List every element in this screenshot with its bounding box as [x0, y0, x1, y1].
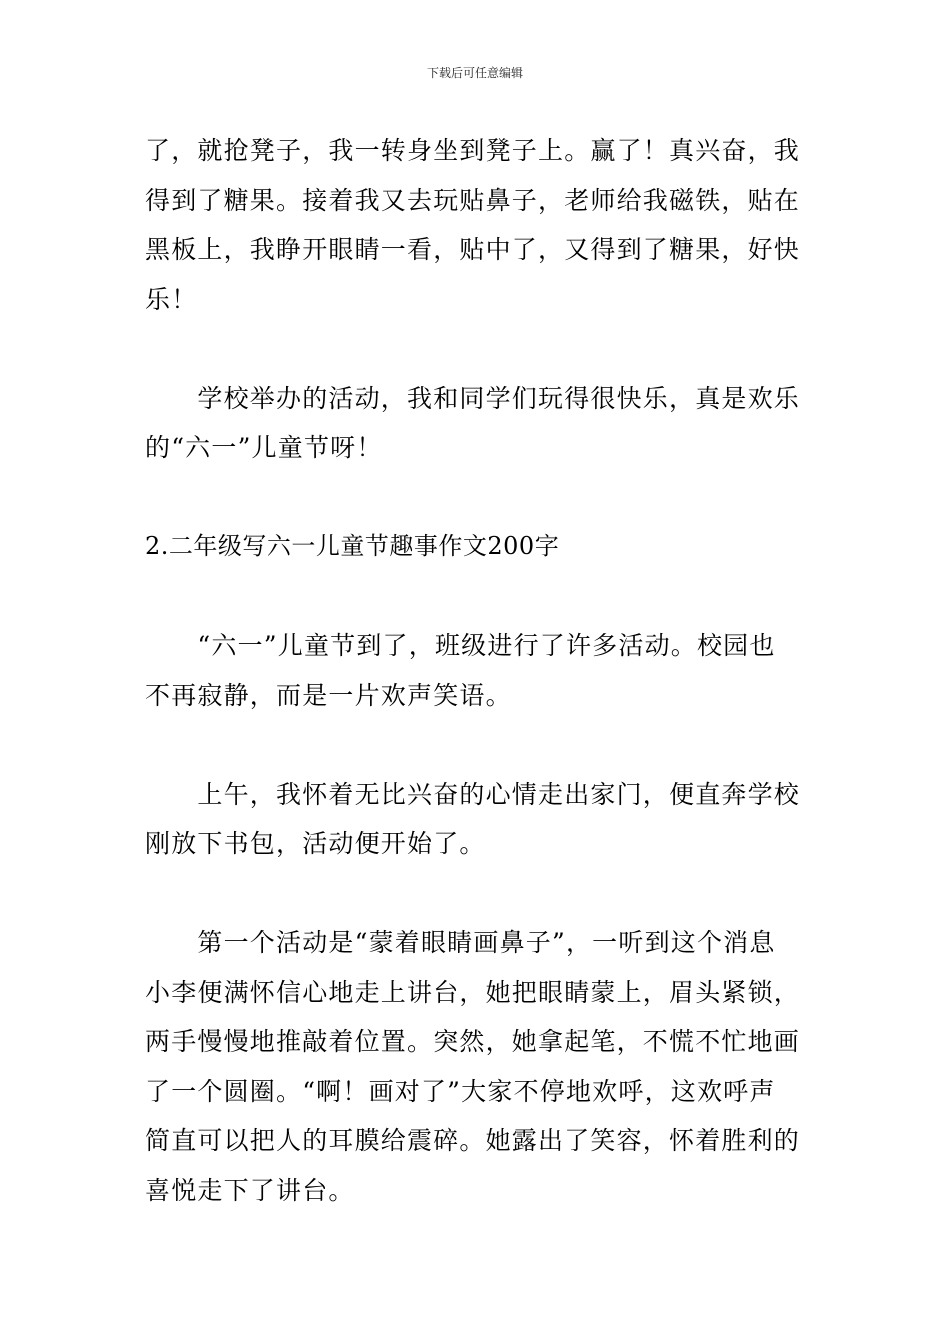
- text-line: 刚放下书包，活动便开始了。: [145, 829, 486, 858]
- text-line: “六一”儿童节到了，班级进行了许多活动。校园也: [145, 631, 776, 660]
- text-line: 小李便满怀信心地走上讲台，她把眼睛蒙上，眉头紧锁，: [145, 977, 801, 1007]
- paragraph-gap: [145, 720, 807, 770]
- paragraph-conclusion: [145, 374, 807, 473]
- text-line: 不再寂静，而是一片欢声笑语。: [145, 680, 512, 710]
- paragraph-morning: [145, 770, 807, 869]
- text-line: 的“六一”儿童节呀！: [145, 433, 383, 462]
- section-heading: [145, 522, 807, 572]
- text-line: 学校举办的活动，我和同学们玩得很快乐，真是欢乐: [145, 383, 801, 413]
- text-line: 了，就抢凳子，我一转身坐到凳子上。赢了！真兴奋，我: [145, 136, 801, 165]
- paragraph-intro: [145, 621, 807, 720]
- text-line: 简直可以把人的耳膜给震碎。她露出了笑容，怀着胜利的: [145, 1126, 801, 1155]
- paragraph-gap: [145, 473, 807, 523]
- paragraph-gap: [145, 572, 807, 622]
- text-line: 喜悦走下了讲台。: [145, 1175, 355, 1205]
- paragraph-first-activity: [145, 918, 807, 1215]
- text-line: 得到了糖果。接着我又去玩贴鼻子，老师给我磁铁，贴在: [145, 185, 801, 215]
- page-header-note: 下载后可任意编辑: [426, 66, 523, 80]
- paragraph-gap: [145, 324, 807, 374]
- text-line: 第一个活动是“蒙着眼睛画鼻子”，一听到这个消息: [145, 928, 776, 957]
- text-line: 上午，我怀着无比兴奋的心情走出家门，便直奔学校: [145, 779, 801, 809]
- text-line: 了一个圆圈。“啊！画对了”大家不停地欢呼，这欢呼声: [145, 1076, 776, 1106]
- paragraph-continuation: [145, 126, 807, 324]
- heading-line: 2.二年级写六一儿童节趣事作文200字: [145, 532, 560, 560]
- document-body: [145, 126, 807, 1215]
- text-line: 黑板上，我睁开眼睛一看，贴中了，又得到了糖果，好快: [145, 235, 801, 264]
- text-line: 两手慢慢地推敲着位置。突然，她拿起笔，不慌不忙地画: [145, 1027, 801, 1056]
- paragraph-gap: [145, 869, 807, 919]
- text-line: 乐！: [145, 284, 198, 314]
